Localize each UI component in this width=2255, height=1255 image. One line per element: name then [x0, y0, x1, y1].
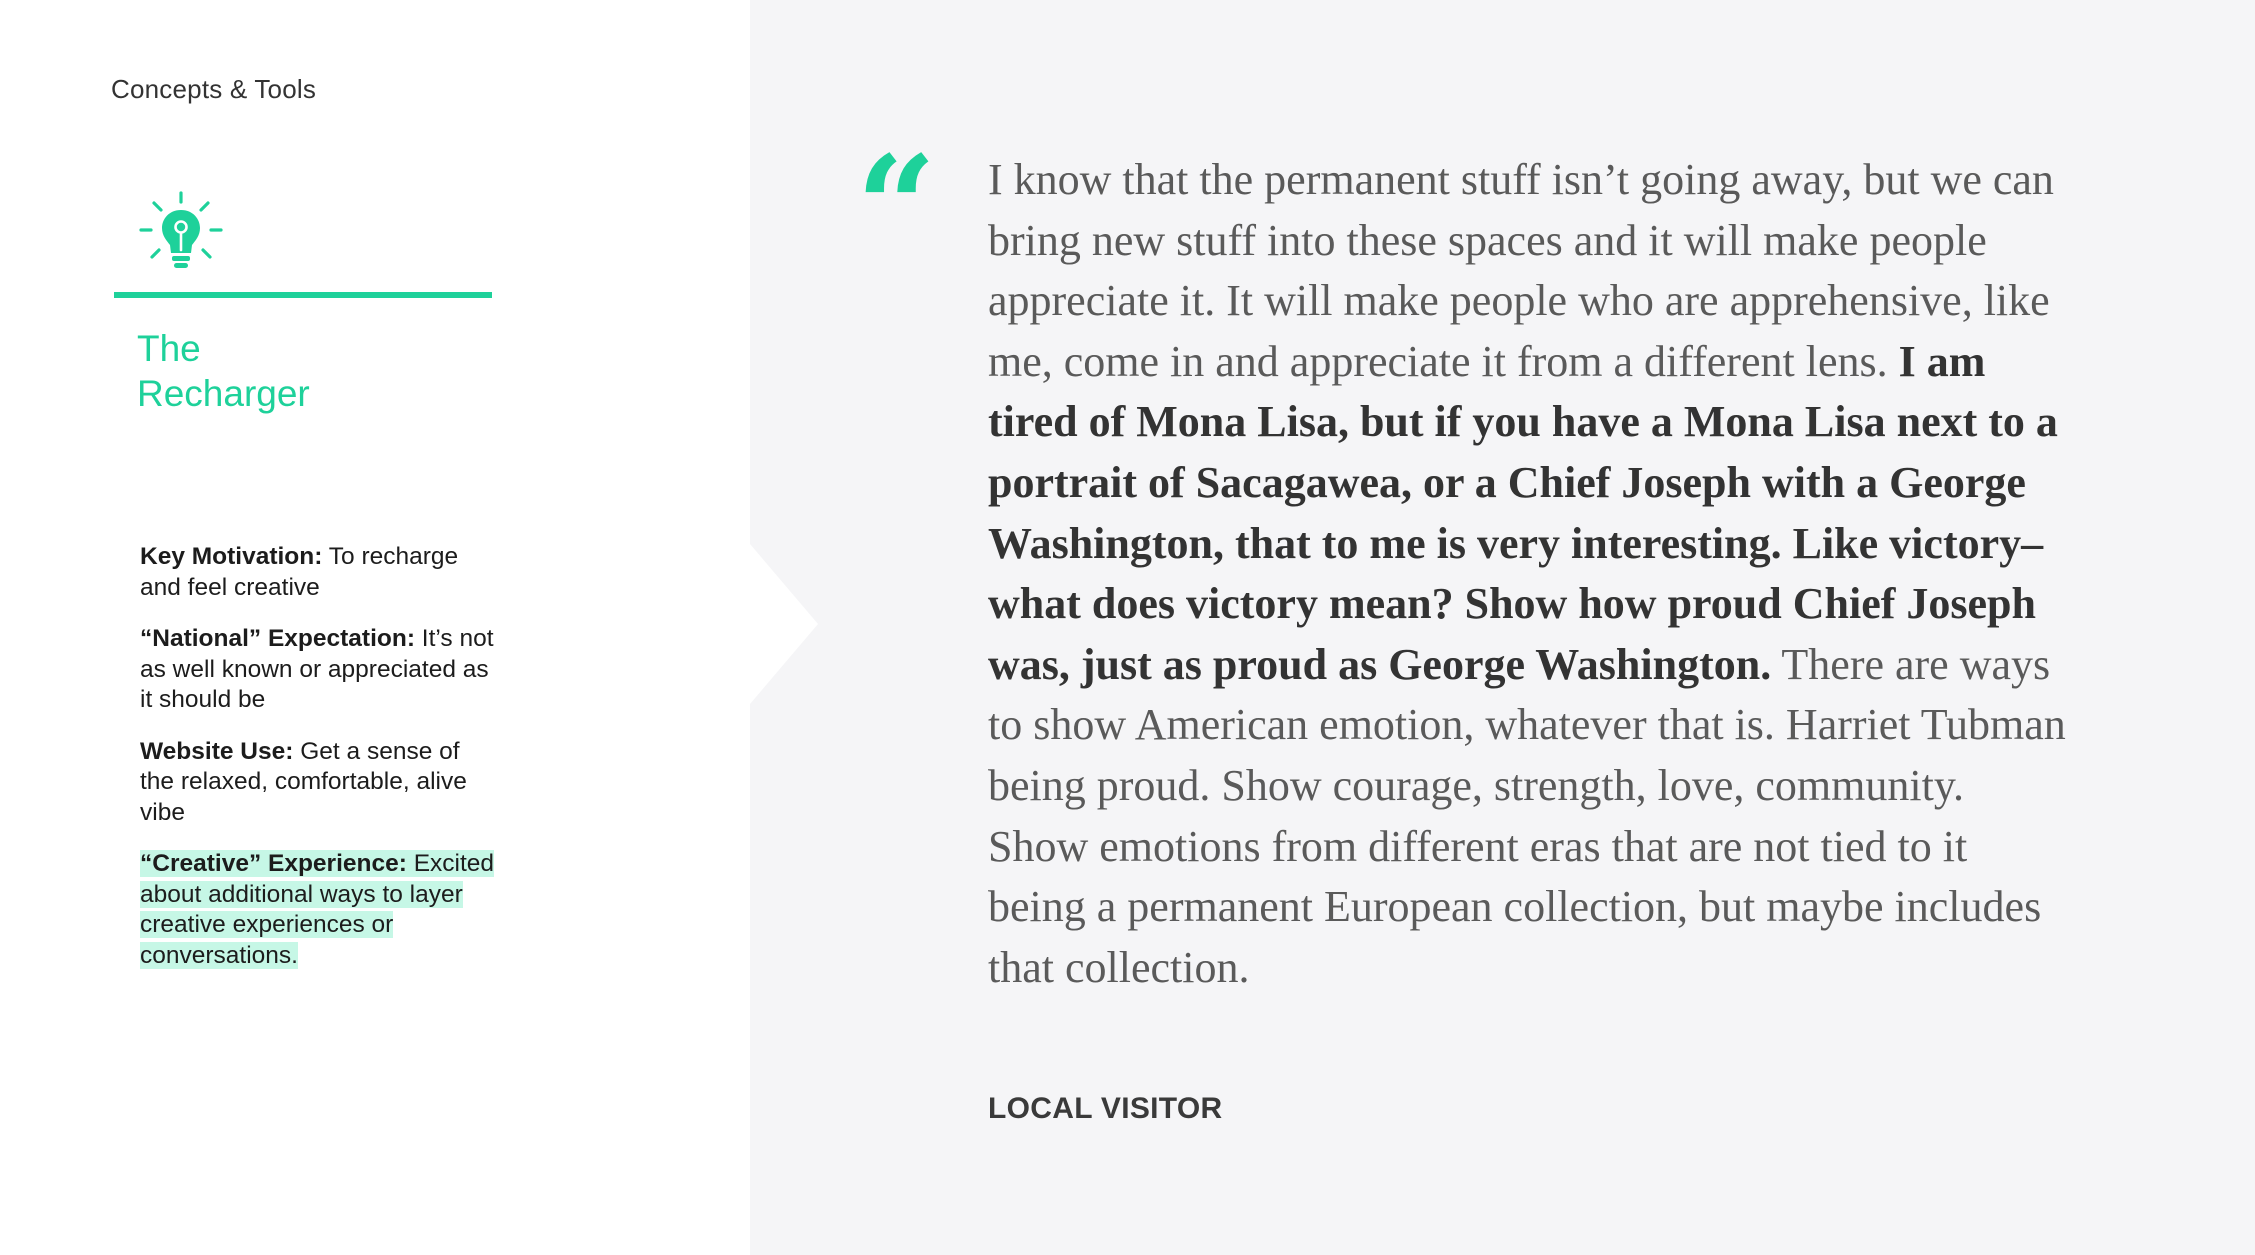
quote-text-emphasis: I am tired of Mona Lisa, but if you have a Mona Lisa next to a portrait of Sacagawea, or a Chief Joseph with a George Washington, that to me is very interesting. Like victory–what does victory mean? Show how proud Chief Joseph was, just as proud as George Washington. [988, 336, 2058, 689]
detail-label: “Creative” Experience: [140, 850, 407, 877]
persona-title-line: The [137, 328, 201, 369]
quote-text-intro: I know that the permanent stuff isn’t going away, but we can bring new stuff into these spaces and it will make people appreciate it. It will make people who are apprehensive, like me, come in and appreciate it from a different lens. [988, 155, 2054, 386]
persona-title-line: Recharger [137, 373, 310, 414]
detail-text: Get a sense of the relaxed, comfortable, alive vibe [140, 737, 467, 826]
detail-national-expectation [140, 624, 500, 716]
quote-mark-icon: “ [856, 126, 937, 290]
detail-label: Key Motivation: [140, 543, 323, 570]
detail-text: It’s not as well known or appreciated as it should be [140, 625, 494, 713]
quote-text [988, 150, 2068, 998]
persona-details [140, 542, 500, 992]
highlighted-detail [140, 850, 494, 969]
persona-title [137, 326, 437, 416]
detail-text: Excited about additional ways to layer creative experiences or conversations. [140, 850, 495, 969]
quote-text-closing: There are ways to show American emotion, whatever that is. Harriet Tubman being proud. Show courage, strength, love, community. Show emotions from different eras that are not tied to it being a permanent European collection, but maybe includes that collection. [988, 639, 2066, 992]
panel-pointer [750, 544, 818, 704]
accent-rule [114, 292, 492, 298]
quote-attribution: LOCAL VISITOR [988, 1092, 1223, 1125]
lightbulb-icon [138, 190, 224, 276]
detail-text: To recharge and feel creative [140, 543, 459, 601]
detail-key-motivation [140, 542, 500, 603]
detail-label: Website Use: [140, 737, 294, 765]
detail-website-use [140, 737, 500, 829]
detail-creative-experience [140, 849, 500, 971]
detail-label: “National” Expectation: [140, 625, 415, 652]
section-label: Concepts & Tools [111, 74, 317, 104]
